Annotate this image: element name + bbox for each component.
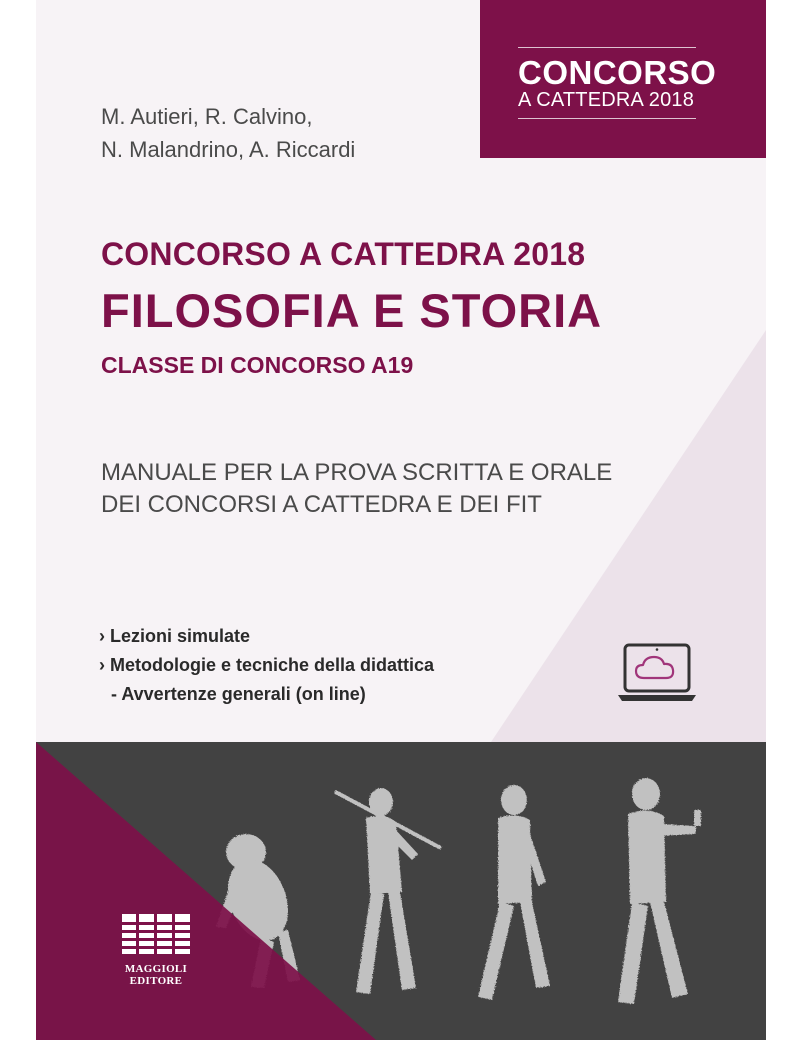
- cover-top-section: [36, 0, 766, 742]
- badge-subtitle: A CATTEDRA 2018: [518, 89, 695, 111]
- subtitle: [101, 457, 612, 521]
- subtitle-line-1: MANUALE PER LA PROVA SCRITTA E ORALE: [101, 459, 613, 486]
- series-badge: [480, 0, 766, 158]
- badge-title: CONCORSO: [518, 54, 717, 91]
- badge-top-rule: [518, 47, 696, 48]
- publisher-name: MAGGIOLI: [124, 963, 188, 975]
- title-class: CLASSE DI CONCORSO A19: [101, 352, 414, 378]
- feature-item-online: - Avvertenze generali (on line): [111, 684, 366, 704]
- maggioli-logo-mark: [118, 910, 194, 958]
- laptop-cloud-icon: [616, 640, 698, 704]
- title-line-1: CONCORSO A CATTEDRA 2018: [101, 236, 586, 272]
- publisher-imprint: EDITORE: [129, 975, 183, 987]
- badge-bottom-rule: [518, 118, 696, 119]
- authors: [101, 100, 355, 166]
- book-cover: [36, 0, 766, 1040]
- feature-item-methodology: › Metodologie e tecniche della didattica: [99, 655, 435, 675]
- human-evolution-illustration: [36, 742, 766, 1040]
- feature-list: [99, 622, 434, 709]
- illustration-section: [36, 742, 766, 1040]
- feature-item-lessons: › Lezioni simulate: [99, 626, 251, 646]
- subtitle-line-2: DEI CONCORSI A CATTEDRA E DEI FIT: [101, 491, 542, 518]
- authors-line-1: M. Autieri, R. Calvino,: [101, 104, 313, 129]
- authors-line-2: N. Malandrino, A. Riccardi: [101, 137, 356, 162]
- title-main: FILOSOFIA E STORIA: [101, 284, 603, 337]
- publisher-logo: [118, 910, 194, 987]
